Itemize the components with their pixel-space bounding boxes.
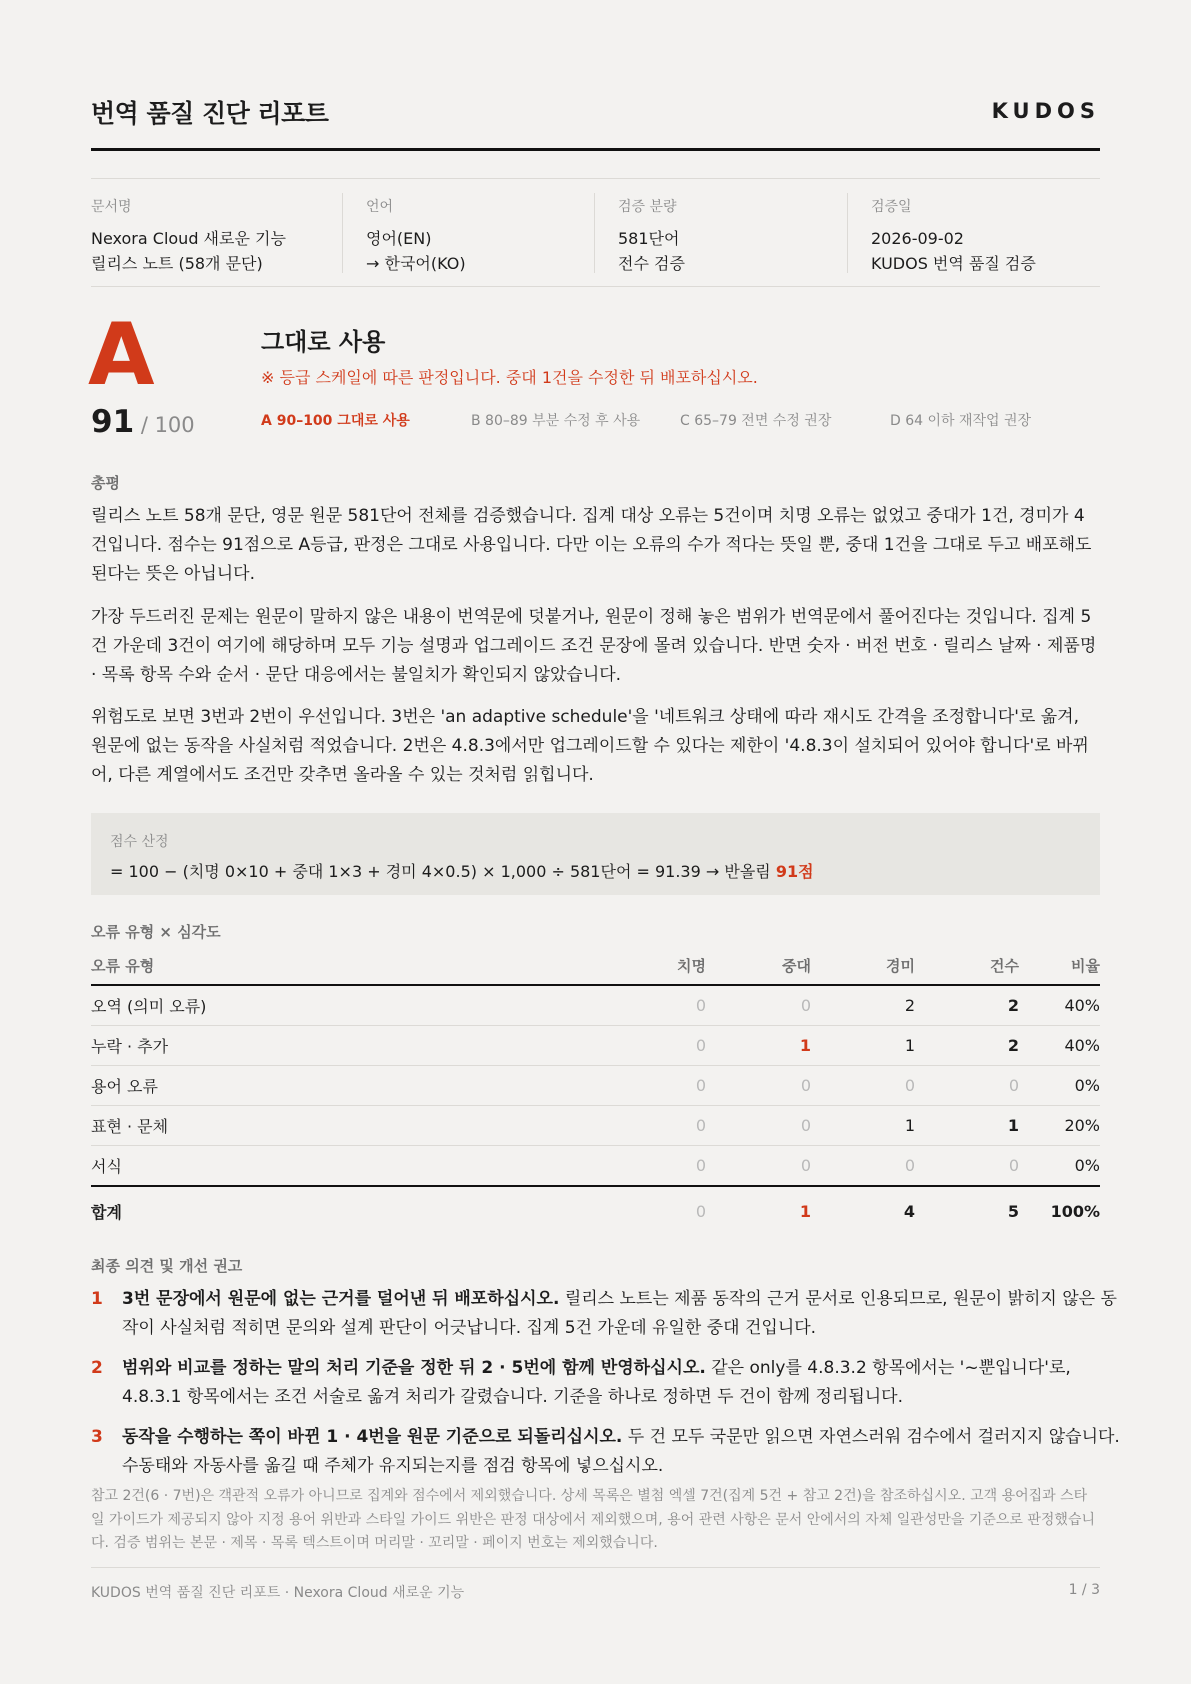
cell-critical: 0 <box>573 1066 706 1106</box>
table-row <box>91 1066 1100 1106</box>
cell-type: 용어 오류 <box>91 1066 573 1106</box>
meta-volume-label: 검증 분량 <box>618 199 677 215</box>
recommendation-item <box>91 1354 1100 1412</box>
cell-minor: 2 <box>811 985 915 1026</box>
total-count: 5 <box>915 1186 1019 1235</box>
page-number: 1 / 3 <box>1068 1582 1100 1598</box>
col-header-ratio: 비율 <box>1019 946 1100 985</box>
grade-scale-d: D 64 이하 재작업 권장 <box>890 413 1032 429</box>
table-row <box>91 1026 1100 1066</box>
col-header-minor: 경미 <box>811 946 915 985</box>
meta-volume <box>618 180 838 275</box>
calc-formula-text: = 100 − (치명 0×10 + 중대 1×3 + 경미 4×0.5) × 1,000 ÷ 581단어 = 91.39 → 반올림 <box>110 862 776 881</box>
recommendation-body: 두 건 모두 국문만 읽으면 자연스러워 검수에서 걸러지지 않습니다. 수동태와 자동사를 옮길 때 주체가 유지되는지를 점검 항목에 넣으십시오. <box>122 1427 1120 1476</box>
cell-major: 0 <box>706 1066 811 1106</box>
footer-text: KUDOS 번역 품질 진단 리포트 · Nexora Cloud 새로운 기능 <box>91 1585 465 1601</box>
score <box>91 404 195 440</box>
col-header-count: 건수 <box>915 946 1019 985</box>
meta-document <box>91 180 321 275</box>
recommendation-text <box>122 1354 1122 1412</box>
cell-minor: 0 <box>811 1066 915 1106</box>
total-major: 1 <box>706 1186 811 1235</box>
cell-ratio: 40% <box>1019 985 1100 1026</box>
calc-label: 점수 산정 <box>110 834 169 850</box>
recommendation-item <box>91 1285 1117 1343</box>
col-header-critical: 치명 <box>573 946 706 985</box>
cell-ratio: 0% <box>1019 1066 1100 1106</box>
meta-document-line2: 릴리스 노트 (58개 문단) <box>91 254 263 273</box>
cell-ratio: 40% <box>1019 1026 1100 1066</box>
cell-minor: 1 <box>811 1106 915 1146</box>
meta-date-line2: KUDOS 번역 품질 검증 <box>871 254 1036 273</box>
meta-document-line1: Nexora Cloud 새로운 기능 <box>91 229 286 248</box>
recommendation-number: 2 <box>91 1358 103 1378</box>
cell-major: 0 <box>706 985 811 1026</box>
table-row <box>91 1146 1100 1187</box>
col-header-major: 중대 <box>706 946 811 985</box>
score-calculation-box <box>91 813 1100 895</box>
cell-type: 서식 <box>91 1157 122 1176</box>
meta-divider <box>847 193 848 273</box>
cell-critical: 0 <box>573 1106 706 1146</box>
total-ratio: 100% <box>1019 1186 1100 1235</box>
table-row <box>91 985 1100 1026</box>
total-label: 합계 <box>91 1186 573 1235</box>
meta-divider <box>342 193 343 273</box>
meta-volume-line2: 전수 검증 <box>618 254 685 273</box>
cell-count: 1 <box>915 1106 1019 1146</box>
cell-critical: 0 <box>695 1156 706 1175</box>
total-critical: 0 <box>573 1186 706 1235</box>
calc-formula <box>110 859 814 882</box>
footer-rule <box>91 1567 1100 1568</box>
meta-language-value <box>366 226 586 276</box>
score-max: / 100 <box>134 413 195 437</box>
grade-letter: A <box>88 305 153 405</box>
recommendation-body: 릴리스 노트는 제품 동작의 근거 문서로 인용되므로, 원문이 밝히지 않은 동작이 사실처럼 적히면 문의와 설계 판단이 어긋납니다. 집계 5건 가운데 유일한 중대 건입니다. <box>122 1289 1117 1338</box>
report-title: 번역 품질 진단 리포트 <box>91 99 329 128</box>
recommendation-text <box>122 1423 1122 1481</box>
footnote: 참고 2건(6 · 7번)은 객관적 오류가 아니므로 집계와 점수에서 제외했습니다. 상세 목록은 별첨 엑셀 7건(집계 5건 + 참고 2건)을 참조하십시오. 고객 용어집과 스타일 가이드가 제공되지 않아 지정 용어 위반과 스타일 가이드 위반은 판정 대상에서 제외했으며, 용어 관련 사항은 문서 안에서의 자체 일관성만을 기준으로 판정했습니다. 검증 범위는 본문 · 제목 · 목록 텍스트이며 머리말 · 꼬리말 · 페이지 번호는 제외했습니다. <box>91 1488 1096 1551</box>
recommendation-text <box>122 1285 1122 1343</box>
cell-minor: 0 <box>904 1156 915 1175</box>
error-table <box>91 946 1100 1235</box>
calc-result: 91점 <box>775 862 814 881</box>
score-value: 91 <box>91 404 135 440</box>
cell-type: 누락 · 추가 <box>91 1026 573 1066</box>
table-total-row <box>91 1186 1100 1235</box>
brand-logo: KUDOS <box>991 99 1100 123</box>
recommendation-number: 1 <box>91 1289 103 1309</box>
cell-count: 0 <box>915 1066 1019 1106</box>
cell-major: 0 <box>800 1156 811 1175</box>
cell-minor: 1 <box>811 1026 915 1066</box>
grade-scale-a: A 90–100 그대로 사용 <box>261 413 410 429</box>
meta-date <box>871 180 1100 275</box>
total-minor: 4 <box>811 1186 915 1235</box>
grade-scale-b: B 80–89 부분 수정 후 사용 <box>471 413 641 429</box>
meta-date-label: 검증일 <box>871 199 912 215</box>
recommendation-lead: 범위와 비교를 정하는 말의 처리 기준을 정한 뒤 2 · 5번에 함께 반영하십시오. <box>122 1358 706 1378</box>
cell-count: 2 <box>915 1026 1019 1066</box>
cell-ratio: 0% <box>1074 1156 1100 1175</box>
cell-ratio: 20% <box>1019 1106 1100 1146</box>
meta-document-value <box>91 226 321 276</box>
recommendations-heading: 최종 의견 및 개선 권고 <box>91 1257 243 1275</box>
meta-language-label: 언어 <box>366 199 394 215</box>
recommendation-lead: 3번 문장에서 원문에 없는 근거를 덜어낸 뒤 배포하십시오. <box>122 1289 560 1309</box>
recommendation-lead: 동작을 수행하는 쪽이 바뀐 1 · 4번을 원문 기준으로 되돌리십시오. <box>122 1427 623 1447</box>
recommendation-body: 같은 only를 4.8.3.2 항목에서는 '~뿐입니다'로, 4.8.3.1 항목에서는 조건 서술로 옮겨 처리가 갈렸습니다. 기준을 하나로 정하면 두 건이 함께 정리됩니다. <box>122 1358 1071 1407</box>
cell-critical: 0 <box>573 985 706 1026</box>
grade-scale-c: C 65–79 전면 수정 권장 <box>680 413 832 429</box>
summary-paragraph: 릴리스 노트 58개 문단, 영문 원문 581단어 전체를 검증했습니다. 집계 대상 오류는 5건이며 치명 오류는 없었고 중대가 1건, 경미가 4건입니다. 점수는 91점으로 A등급, 판정은 그대로 사용입니다. 다만 이는 오류의 수가 적다는 뜻일 뿐, 중대 1건을 그대로 두고 배포해도 된다는 뜻은 아닙니다. <box>91 506 1092 584</box>
cell-count: 2 <box>915 985 1019 1026</box>
meta-bottom-rule <box>91 286 1100 287</box>
verdict-title: 그대로 사용 <box>261 328 386 356</box>
recommendation-item <box>91 1423 1120 1481</box>
cell-major: 1 <box>706 1026 811 1066</box>
meta-top-rule <box>91 178 1100 179</box>
verdict-note: ※ 등급 스케일에 따른 판정입니다. 중대 1건을 수정한 뒤 배포하십시오. <box>261 368 758 387</box>
header-rule <box>91 148 1100 151</box>
summary-paragraph: 위험도로 보면 3번과 2번이 우선입니다. 3번은 'an adaptive schedule'을 '네트워크 상태에 따라 재시도 간격을 조정합니다'로 옮겨, 원문에 없는 동작을 사실처럼 적었습니다. 2번은 4.8.3에서만 업그레이드할 수 있다는 제한이 '4.8.3이 설치되어 있어야 합니다'로 바뀌어, 다른 계열에서도 조건만 갖추면 올라올 수 있는 것처럼 읽힙니다. <box>91 707 1089 785</box>
cell-count: 0 <box>1008 1156 1019 1175</box>
cell-critical: 0 <box>573 1026 706 1066</box>
table-header-row <box>91 946 1100 985</box>
summary-heading: 총평 <box>91 474 120 492</box>
cell-type: 표현 · 문체 <box>91 1106 573 1146</box>
cell-major: 0 <box>706 1106 811 1146</box>
meta-volume-value <box>618 226 838 276</box>
meta-volume-line1: 581단어 <box>618 229 680 248</box>
cell-type: 오역 (의미 오류) <box>91 985 573 1026</box>
meta-language-line1: 영어(EN) <box>366 229 432 248</box>
meta-document-label: 문서명 <box>91 199 132 215</box>
table-heading: 오류 유형 × 심각도 <box>91 923 221 941</box>
meta-language-line2: → 한국어(KO) <box>366 254 466 273</box>
col-header-type: 오류 유형 <box>91 946 573 985</box>
meta-language <box>366 180 586 275</box>
summary-paragraph: 가장 두드러진 문제는 원문이 말하지 않은 내용이 번역문에 덧붙거나, 원문이 정해 놓은 범위가 번역문에서 풀어진다는 것입니다. 집계 5건 가운데 3건이 여기에 해당하며 모두 기능 설명과 업그레이드 조건 문장에 몰려 있습니다. 반면 숫자 · 버전 번호 · 릴리스 날짜 · 제품명 · 목록 항목 수와 순서 · 문단 대응에서는 불일치가 확인되지 않았습니다. <box>91 607 1097 685</box>
meta-date-line1: 2026-09-02 <box>871 229 964 248</box>
table-row <box>91 1106 1100 1146</box>
meta-date-value <box>871 226 1100 276</box>
meta-divider <box>594 193 595 273</box>
recommendation-number: 3 <box>91 1427 103 1447</box>
